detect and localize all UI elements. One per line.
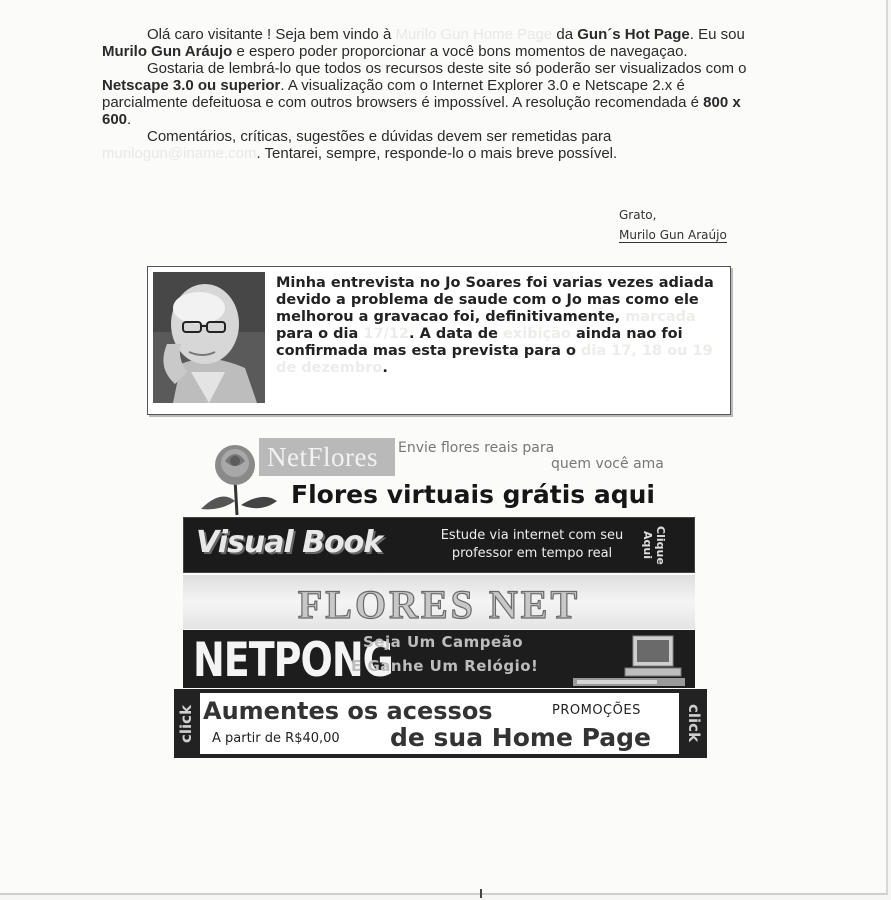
netflores-headline: Flores virtuais grátis aqui [291,480,655,509]
welcome-paragraph: Olá caro visitante ! Seja bem vindo à Murilo Gun Home Page da Gun´s Hot Page. Eu sou Murilo Gun Aráujo e espero poder proporcionar a você bons momentos de navegaçao. [102,26,745,60]
interview-box [147,266,731,415]
interview-text: Minha entrevista no Jo Soares foi varias vezes adiada devido a problema de saude com o Jo mas como ele melhorou a gravacao foi, definitivamente, marcada para o dia 17/12. A data de exibição ainda nao foi confirmada mas esta prevista para o dia 17, 18 ou 19 de dezembro. [276,275,714,376]
visualbook-clique-button[interactable]: Clique Aqui [641,525,667,565]
netflores-logo: NetFlores [259,438,395,476]
acessos-line2: de sua Home Page [390,723,651,752]
signature-name: Murilo Gun Araújo [619,228,727,242]
welcome-text [102,26,757,162]
click-label-right[interactable]: click [685,704,703,743]
signature [619,205,727,245]
home-page-link[interactable]: Murilo Gun Home Page [395,26,553,43]
netpong-line2: E Ganhe Um Relógio! [351,657,539,675]
scan-mark [480,889,482,898]
email-link[interactable]: murilogun@iname.com [102,145,257,162]
netpong-banner[interactable] [183,630,695,688]
visualbook-banner[interactable] [183,517,695,573]
visualbook-logo: Visual Book [196,525,383,560]
floresnet-logo: FLORES NET [297,582,581,627]
computer-icon [573,632,689,688]
acessos-price: A partir de R$40,00 [212,731,340,746]
contact-paragraph: Comentários, críticas, sugestões e dúvidas devem ser remetidas para murilogun@iname.com. Tentarei, sempre, responde-lo o mais breve possível. [102,128,618,162]
portrait-photo [153,272,265,403]
netflores-line1: Envie flores reais para [398,440,555,456]
acessos-line1: Aumentes os acessos [203,697,493,725]
netflores-banner[interactable] [183,436,695,516]
browser-paragraph: Gostaria de lembrá-lo que todos os recursos deste site só poderão ser visualizados com o Netscape 3.0 ou superior. A visualização com o Internet Explorer 3.0 e Netscape 2.x é parcialmente defeituosa e com outros browsers é impossível. A resolução recomendada é 800 x 600. [102,60,747,128]
netpong-line1: Seja Um Campeão [363,633,524,651]
netflores-line2: quem você ama [551,456,664,472]
acessos-promo: PROMOÇÕES [552,703,641,718]
click-label-left[interactable]: click [177,704,195,743]
signature-thanks: Grato, [619,208,657,222]
acessos-banner[interactable] [174,689,707,758]
visualbook-text: Estude via internet com seu professor em tempo real [440,528,624,561]
floresnet-banner[interactable] [183,575,695,629]
netpong-logo: NETPONG [193,632,393,687]
acessos-panel [200,693,679,754]
